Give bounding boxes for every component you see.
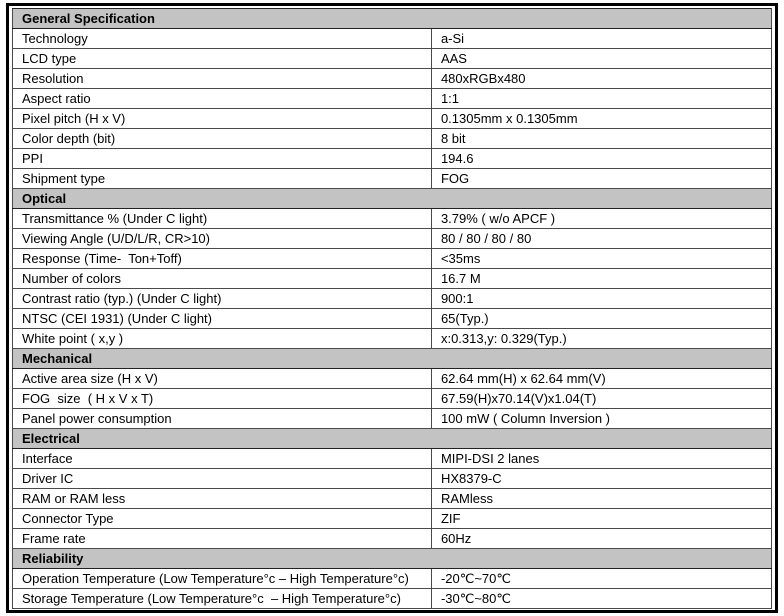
spec-label: PPI xyxy=(13,149,432,169)
section-title: Electrical xyxy=(13,429,772,449)
spec-label: Color depth (bit) xyxy=(13,129,432,149)
table-row xyxy=(13,109,772,129)
section-title: Optical xyxy=(13,189,772,209)
table-row xyxy=(13,409,772,429)
section-row xyxy=(13,349,772,369)
table-row xyxy=(13,69,772,89)
spec-label: FOG size ( H x V x T) xyxy=(13,389,432,409)
spec-value: 8 bit xyxy=(431,129,771,149)
spec-value: a-Si xyxy=(431,29,771,49)
spec-value: -30℃~80℃ xyxy=(431,589,771,609)
section-row xyxy=(13,549,772,569)
spec-label: Contrast ratio (typ.) (Under C light) xyxy=(13,289,432,309)
spec-value: HX8379-C xyxy=(431,469,771,489)
spec-value: ZIF xyxy=(431,509,771,529)
spec-value: 65(Typ.) xyxy=(431,309,771,329)
spec-label: Interface xyxy=(13,449,432,469)
table-row xyxy=(13,529,772,549)
section-row xyxy=(13,189,772,209)
section-row xyxy=(13,9,772,29)
table-row xyxy=(13,49,772,69)
spec-label: NTSC (CEI 1931) (Under C light) xyxy=(13,309,432,329)
spec-value: 67.59(H)x70.14(V)x1.04(T) xyxy=(431,389,771,409)
table-row xyxy=(13,309,772,329)
spec-label: Resolution xyxy=(13,69,432,89)
spec-value: 900:1 xyxy=(431,289,771,309)
table-row xyxy=(13,509,772,529)
table-row xyxy=(13,289,772,309)
table-row xyxy=(13,329,772,349)
spec-label: RAM or RAM less xyxy=(13,489,432,509)
table-row xyxy=(13,89,772,109)
spec-label: Transmittance % (Under C light) xyxy=(13,209,432,229)
spec-label: Viewing Angle (U/D/L/R, CR>10) xyxy=(13,229,432,249)
table-row xyxy=(13,129,772,149)
spec-label: Response (Time- Ton+Toff) xyxy=(13,249,432,269)
table-row xyxy=(13,489,772,509)
spec-label: Operation Temperature (Low Temperature°c – High Temperature°c) xyxy=(13,569,432,589)
spec-value: RAMless xyxy=(431,489,771,509)
section-title: Mechanical xyxy=(13,349,772,369)
table-row xyxy=(13,209,772,229)
spec-value: FOG xyxy=(431,169,771,189)
table-row xyxy=(13,569,772,589)
table-row xyxy=(13,589,772,609)
spec-value: 194.6 xyxy=(431,149,771,169)
table-row xyxy=(13,249,772,269)
spec-label: Aspect ratio xyxy=(13,89,432,109)
spec-value: 1:1 xyxy=(431,89,771,109)
spec-label: Active area size (H x V) xyxy=(13,369,432,389)
spec-value: 100 mW ( Column Inversion ) xyxy=(431,409,771,429)
spec-value: 62.64 mm(H) x 62.64 mm(V) xyxy=(431,369,771,389)
spec-label: Driver IC xyxy=(13,469,432,489)
section-title: Reliability xyxy=(13,549,772,569)
spec-value: AAS xyxy=(431,49,771,69)
spec-value: -20℃~70℃ xyxy=(431,569,771,589)
spec-table-body xyxy=(13,9,772,609)
spec-label: LCD type xyxy=(13,49,432,69)
table-row xyxy=(13,389,772,409)
spec-label: Connector Type xyxy=(13,509,432,529)
table-row xyxy=(13,149,772,169)
spec-label: Pixel pitch (H x V) xyxy=(13,109,432,129)
spec-label: Shipment type xyxy=(13,169,432,189)
table-row xyxy=(13,169,772,189)
spec-value: 3.79% ( w/o APCF ) xyxy=(431,209,771,229)
spec-label: Technology xyxy=(13,29,432,49)
spec-value: <35ms xyxy=(431,249,771,269)
spec-label: Storage Temperature (Low Temperature°c – High Temperature°c) xyxy=(13,589,432,609)
spec-value: 60Hz xyxy=(431,529,771,549)
spec-label: Number of colors xyxy=(13,269,432,289)
table-row xyxy=(13,269,772,289)
table-row xyxy=(13,449,772,469)
table-row xyxy=(13,369,772,389)
spec-table-frame xyxy=(6,3,778,613)
section-title: General Specification xyxy=(13,9,772,29)
table-row xyxy=(13,469,772,489)
spec-value: MIPI-DSI 2 lanes xyxy=(431,449,771,469)
spec-value: 16.7 M xyxy=(431,269,771,289)
spec-label: Panel power consumption xyxy=(13,409,432,429)
spec-value: x:0.313,y: 0.329(Typ.) xyxy=(431,329,771,349)
spec-label: White point ( x,y ) xyxy=(13,329,432,349)
table-row xyxy=(13,229,772,249)
spec-label: Frame rate xyxy=(13,529,432,549)
spec-table xyxy=(12,8,772,609)
spec-value: 80 / 80 / 80 / 80 xyxy=(431,229,771,249)
table-row xyxy=(13,29,772,49)
spec-value: 0.1305mm x 0.1305mm xyxy=(431,109,771,129)
spec-value: 480xRGBx480 xyxy=(431,69,771,89)
section-row xyxy=(13,429,772,449)
